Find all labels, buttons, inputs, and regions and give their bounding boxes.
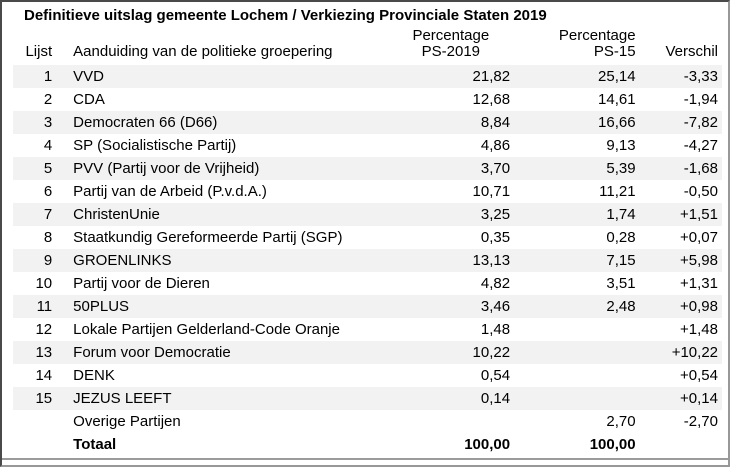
table-row [13, 203, 722, 226]
cell-percentage-ps2019 [392, 410, 511, 433]
cell-lijst: 4 [43, 137, 53, 154]
cell-percentage-ps15 [510, 387, 636, 410]
cell-verschil: -7,82 [683, 114, 718, 131]
cell-percentage-ps2019: 4,82 [480, 275, 511, 292]
cell-lijst: 8 [43, 229, 53, 246]
cell-party-name: Democraten 66 (D66) [73, 114, 218, 131]
col-header-lijst-label: Lijst [25, 43, 53, 60]
cell-percentage-ps15: 11,21 [599, 183, 636, 200]
table-body [13, 65, 722, 456]
cell-lijst: 1 [43, 68, 53, 85]
cell-percentage-ps15: 3,51 [606, 275, 636, 292]
cell-lijst: 2 [43, 91, 53, 108]
cell-party-name: Totaal [73, 436, 117, 453]
cell-percentage-ps2019: 10,71 [472, 183, 511, 200]
cell-party-name: DENK [73, 367, 115, 384]
cell-lijst: 9 [43, 252, 53, 269]
cell-verschil: +1,31 [680, 275, 718, 292]
cell-percentage-ps2019: 21,82 [472, 68, 511, 85]
col-header-ps15-top: Percentage [558, 27, 636, 44]
col-header-ps15-label: PS-15 [593, 43, 636, 60]
cell-verschil: +1,48 [680, 321, 718, 338]
cell-percentage-ps2019: 0,14 [480, 390, 511, 407]
cell-party-name: Lokale Partijen Gelderland-Code Oranje [73, 321, 340, 338]
cell-lijst: 3 [43, 114, 53, 131]
cell-lijst: 12 [35, 321, 53, 338]
col-header-verschil [636, 27, 722, 65]
cell-percentage-ps2019: 4,86 [480, 137, 511, 154]
cell-percentage-ps2019: 13,13 [472, 252, 511, 269]
col-header-verschil-label: Verschil [665, 43, 718, 60]
table-row [13, 387, 722, 410]
cell-party-name: ChristenUnie [73, 206, 160, 223]
cell-percentage-ps2019: 3,25 [480, 206, 511, 223]
cell-percentage-ps15: 9,13 [606, 137, 636, 154]
cell-verschil: +0,14 [680, 390, 718, 407]
cell-percentage-ps2019: 3,70 [480, 160, 511, 177]
cell-percentage-ps15 [510, 341, 636, 364]
col-header-party-top [52, 28, 391, 44]
cell-party-name: GROENLINKS [73, 252, 172, 269]
cell-lijst [13, 433, 52, 456]
table-row [13, 180, 722, 203]
cell-party-name: Overige Partijen [73, 413, 181, 430]
table-row [13, 65, 722, 88]
cell-percentage-ps2019: 10,22 [472, 344, 511, 361]
table-row [13, 341, 722, 364]
page-title: Definitieve uitslag gemeente Lochem / Verkiezing Provinciale Staten 2019 [24, 7, 547, 24]
cell-party-name: PVV (Partij voor de Vrijheid) [73, 160, 260, 177]
col-header-ps2019-top: Percentage [412, 27, 490, 44]
cell-lijst: 5 [43, 160, 53, 177]
cell-lijst: 13 [35, 344, 53, 361]
cell-verschil: +0,07 [680, 229, 718, 246]
cell-verschil: +1,51 [680, 206, 718, 223]
cell-percentage-ps2019: 0,35 [480, 229, 511, 246]
table-row [13, 433, 722, 456]
col-header-ps15 [510, 27, 636, 65]
table-row [13, 134, 722, 157]
table-bottom-rule [2, 458, 728, 460]
cell-lijst: 6 [43, 183, 53, 200]
cell-party-name: 50PLUS [73, 298, 130, 315]
table-row [13, 410, 722, 433]
cell-verschil: -4,27 [683, 137, 718, 154]
cell-percentage-ps15: 25,14 [598, 68, 636, 85]
table-row [13, 111, 722, 134]
cell-verschil: +0,54 [680, 367, 718, 384]
cell-party-name: JEZUS LEEFT [73, 390, 172, 407]
cell-party-name: VVD [73, 68, 104, 85]
cell-lijst: 15 [35, 390, 53, 407]
cell-lijst: 11 [36, 298, 53, 315]
cell-percentage-ps15 [510, 364, 636, 387]
cell-party-name: CDA [73, 91, 105, 108]
cell-percentage-ps15: 5,39 [606, 160, 636, 177]
cell-percentage-ps2019: 12,68 [472, 91, 511, 108]
table-header [13, 27, 722, 65]
cell-percentage-ps15: 0,28 [606, 229, 636, 246]
cell-party-name: Partij voor de Dieren [73, 275, 210, 292]
cell-verschil: +5,98 [680, 252, 718, 269]
cell-verschil: +10,22 [671, 344, 718, 361]
results-table [13, 27, 722, 456]
cell-verschil: -3,33 [683, 68, 718, 85]
cell-verschil: -1,68 [683, 160, 718, 177]
col-header-ps2019-label: PS-2019 [421, 43, 481, 60]
cell-percentage-ps2019: 0,54 [480, 367, 511, 384]
cell-verschil: +0,98 [680, 298, 718, 315]
col-header-lijst [13, 27, 52, 65]
cell-percentage-ps15: 2,70 [606, 413, 636, 430]
cell-lijst [13, 410, 52, 433]
cell-percentage-ps15: 2,48 [606, 298, 636, 315]
table-row [13, 88, 722, 111]
cell-lijst: 14 [35, 367, 53, 384]
table-row [13, 249, 722, 272]
table-row [13, 226, 722, 249]
table-row [13, 157, 722, 180]
cell-percentage-ps15: 14,61 [598, 91, 636, 108]
header-row [13, 27, 722, 65]
cell-lijst: 10 [35, 275, 53, 292]
cell-verschil: -2,70 [683, 413, 718, 430]
cell-percentage-ps15: 16,66 [598, 114, 636, 131]
col-header-party [52, 27, 391, 65]
col-header-lijst-top [13, 28, 52, 44]
cell-verschil: -0,50 [683, 183, 718, 200]
cell-percentage-ps2019: 1,48 [480, 321, 511, 338]
cell-percentage-ps2019: 100,00 [464, 436, 511, 453]
cell-party-name: Partij van de Arbeid (P.v.d.A.) [73, 183, 267, 200]
col-header-verschil-top [636, 28, 718, 44]
cell-party-name: SP (Socialistische Partij) [73, 137, 237, 154]
col-header-party-label: Aanduiding van de politieke groepering [73, 43, 333, 60]
cell-party-name: Staatkundig Gereformeerde Partij (SGP) [73, 229, 343, 246]
cell-percentage-ps15 [510, 318, 636, 341]
table-row [13, 318, 722, 341]
cell-percentage-ps15: 100,00 [589, 436, 636, 453]
table-row [13, 295, 722, 318]
cell-percentage-ps15: 7,15 [606, 252, 636, 269]
cell-verschil: -1,94 [683, 91, 718, 108]
table-row [13, 272, 722, 295]
cell-lijst: 7 [43, 206, 53, 223]
table-row [13, 364, 722, 387]
cell-party-name: Forum voor Democratie [73, 344, 231, 361]
cell-percentage-ps15: 1,74 [606, 206, 636, 223]
cell-percentage-ps2019: 8,84 [480, 114, 511, 131]
cell-percentage-ps2019: 3,46 [480, 298, 511, 315]
cell-verschil [636, 433, 722, 456]
col-header-ps2019 [392, 27, 511, 65]
